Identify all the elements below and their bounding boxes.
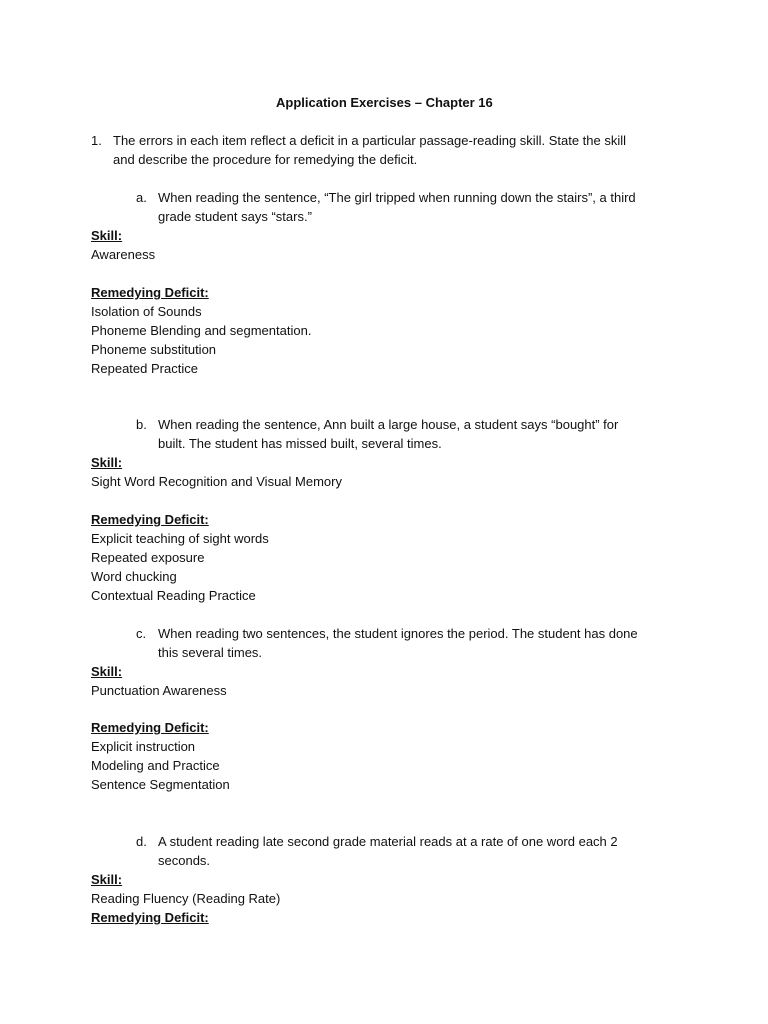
item-c-remedy-2: Modeling and Practice [91,758,220,773]
item-b-marker: b. [136,417,147,432]
item-b-remedy-1: Explicit teaching of sight words [91,531,269,546]
item-a-skill-value: Awareness [91,247,156,262]
item-b-remedy-3: Word chucking [91,569,177,584]
item-d-skill-label: Skill: [91,872,123,887]
page-title: Application Exercises – Chapter 16 [276,95,493,110]
item-b-remedy-4: Contextual Reading Practice [91,588,256,603]
item-d-prompt-line-2: seconds. [158,853,211,868]
item-a-remedy-2: Phoneme Blending and segmentation. [91,323,312,338]
item-d-prompt-line-1: A student reading late second grade material reads at a rate of one word each 2 [158,834,618,849]
item-d-skill-value: Reading Fluency (Reading Rate) [91,891,281,906]
item-c-skill-label: Skill: [91,664,123,679]
item-b-remedy-2: Repeated exposure [91,550,205,565]
item-a-prompt-line-2: grade student says “stars.” [158,209,312,224]
item-c-marker: c. [136,626,147,641]
item-b-prompt-line-2: built. The student has missed built, several times. [158,436,442,451]
item-a-skill-label: Skill: [91,228,123,243]
item-b-skill-label: Skill: [91,455,123,470]
item-c-remedy-label: Remedying Deficit: [91,720,209,735]
item-a-remedy-4: Repeated Practice [91,361,198,376]
item-a-marker: a. [136,190,147,205]
item-a-prompt-line-1: When reading the sentence, “The girl tripped when running down the stairs”, a third [158,190,636,205]
question-text-line-2: and describe the procedure for remedying the deficit. [113,152,418,167]
item-a-remedy-1: Isolation of Sounds [91,304,202,319]
item-a-remedy-3: Phoneme substitution [91,342,217,357]
item-c-skill-value: Punctuation Awareness [91,683,227,698]
question-number: 1. [91,133,102,148]
item-b-prompt-line-1: When reading the sentence, Ann built a large house, a student says “bought” for [158,417,619,432]
item-c-prompt-line-2: this several times. [158,645,263,660]
question-text-line-1: The errors in each item reflect a deficit in a particular passage-reading skill. State the skill [113,133,627,148]
item-b-remedy-label: Remedying Deficit: [91,512,209,527]
item-d-marker: d. [136,834,147,849]
item-c-remedy-3: Sentence Segmentation [91,777,230,792]
item-b-skill-value: Sight Word Recognition and Visual Memory [91,474,342,489]
item-c-remedy-1: Explicit instruction [91,739,196,754]
item-a-remedy-label: Remedying Deficit: [91,285,209,300]
item-d-remedy-label: Remedying Deficit: [91,910,209,925]
item-c-prompt-line-1: When reading two sentences, the student ignores the period. The student has done [158,626,638,641]
